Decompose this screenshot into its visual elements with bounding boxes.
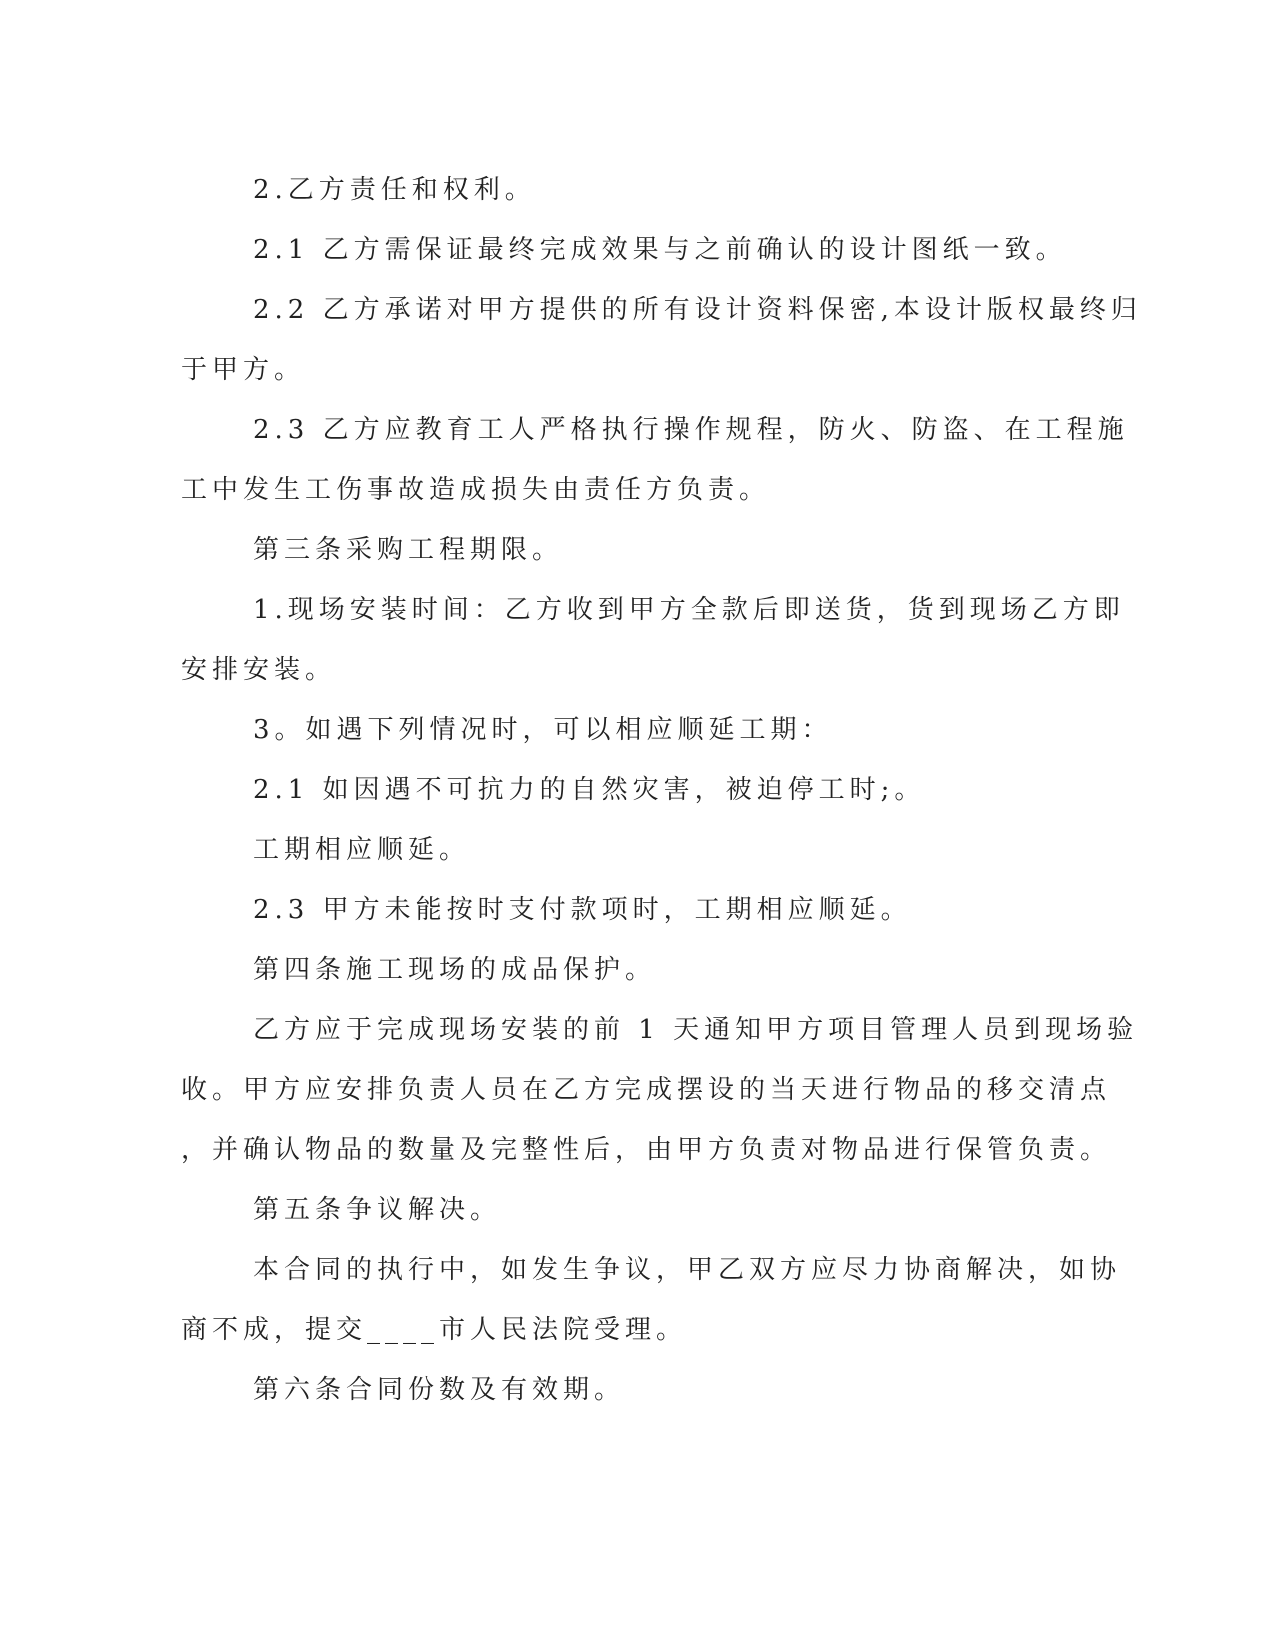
text-line: 于甲方。 <box>181 355 306 385</box>
text-line: 2.2 乙方承诺对甲方提供的所有设计资料保密,本设计版权最终归 <box>253 295 1142 325</box>
section-heading: 第三条采购工程期限。 <box>253 535 564 565</box>
text-line: ，并确认物品的数量及完整性后，由甲方负责对物品进行保管负责。 <box>181 1135 1112 1165</box>
text-line: 乙方应于完成现场安装的前 1 天通知甲方项目管理人员到现场验 <box>253 1015 1139 1045</box>
text-line: 工中发生工伤事故造成损失由责任方负责。 <box>181 475 771 505</box>
text-line: 2.乙方责任和权利。 <box>253 175 536 205</box>
section-heading: 第五条争议解决。 <box>253 1195 502 1225</box>
text-line: 2.1 如因遇不可抗力的自然灾害，被迫停工时;。 <box>253 775 926 805</box>
text-line: 3。如遇下列情况时，可以相应顺延工期： <box>253 715 833 745</box>
section-heading: 第四条施工现场的成品保护。 <box>253 955 657 985</box>
text-line: 本合同的执行中，如发生争议，甲乙双方应尽力协商解决，如协 <box>253 1255 1122 1285</box>
text-line: 商不成，提交____市人民法院受理。 <box>181 1315 688 1345</box>
document-body <box>181 160 1142 1420</box>
text-line: 2.3 乙方应教育工人严格执行操作规程，防火、防盗、在工程施 <box>253 415 1129 445</box>
section-heading: 第六条合同份数及有效期。 <box>253 1375 626 1405</box>
text-line: 2.1 乙方需保证最终完成效果与之前确认的设计图纸一致。 <box>253 235 1067 265</box>
text-line: 安排安装。 <box>181 655 337 685</box>
text-line: 收。甲方应安排负责人员在乙方完成摆设的当天进行物品的移交清点 <box>181 1075 1112 1105</box>
text-line: 工期相应顺延。 <box>253 835 471 865</box>
text-line: 1.现场安装时间：乙方收到甲方全款后即送货，货到现场乙方即 <box>253 595 1125 625</box>
text-line: 2.3 甲方未能按时支付款项时，工期相应顺延。 <box>253 895 912 925</box>
